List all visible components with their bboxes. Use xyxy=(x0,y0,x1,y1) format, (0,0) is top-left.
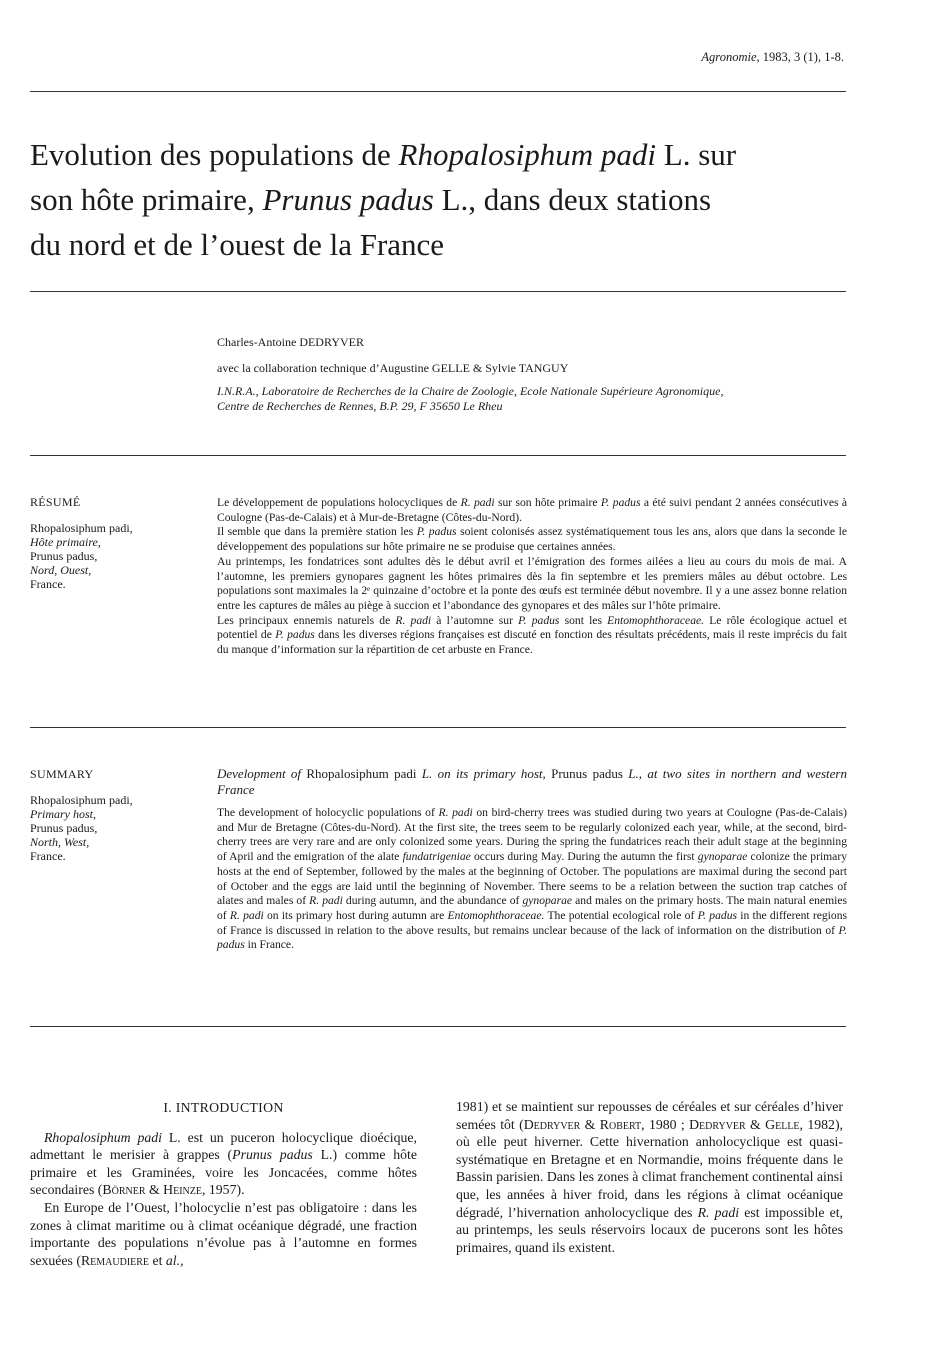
intro-left-column xyxy=(30,1099,417,1269)
keyword: Rhopalosiphum padi, xyxy=(30,521,133,535)
journal-name: Agronomie, xyxy=(701,50,760,64)
intro-right-column xyxy=(456,1098,843,1256)
collaborators: avec la collaboration technique d’Augustine GELLE & Sylvie TANGUY xyxy=(217,361,569,375)
article-title xyxy=(30,132,860,267)
keyword: Prunus padus, xyxy=(30,549,98,563)
author-name: Charles-Antoine DEDRYVER xyxy=(217,335,364,349)
title-text: du nord et de l’ouest de la France xyxy=(30,227,445,262)
keyword: Prunus padus, xyxy=(30,821,98,835)
affiliation-line: I.N.R.A., Laboratoire de Recherches de la Chaire de Zoologie, Ecole Nationale Supérieure Agronomique, xyxy=(217,384,724,398)
resume-keywords xyxy=(30,495,200,591)
affiliation xyxy=(217,384,847,414)
resume-heading: RÉSUMÉ xyxy=(30,495,81,509)
paragraph: 1981) et se maintient sur repousses de céréales et sur céréales d’hiver semées tôt (Dedryver & Robert, 1980 ; Dedryver & Gelle, 1982), où elle peut hiverner. Cette hivernation anholocyclique est quasi-systématique en Bretagne et en Normandie, moins fréquente dans le Bassin parisien. Dans les zones à climat franchement continental ainsi que, les années à hiver froid, dans les régions à climat océanique dégradé, l’hivernation anholocyclique des R. padi est impossible et, au printemps, les seuls réservoirs locaux de pucerons sont les hôtes primaires, quand ils existent. xyxy=(456,1099,844,1255)
english-title: Development of Rhopalosiphum padi L. on its primary host, Prunus padus L., at two sites in northern and western France xyxy=(217,766,847,797)
section-heading: I. INTRODUCTION xyxy=(163,1100,284,1115)
divider xyxy=(30,727,846,728)
paragraph: Le développement de populations holocycliques de R. padi sur son hôte primaire P. padus a été suivi pendant 2 années consécutives à Coulogne (Pas-de-Calais) et à Mur-de-Bretagne (Côtes-du-Nord). xyxy=(217,496,848,524)
keyword: France. xyxy=(30,849,66,863)
keyword: North, West, xyxy=(30,835,90,849)
title-text: son hôte primaire, xyxy=(30,182,263,217)
summary-heading: SUMMARY xyxy=(30,767,94,781)
paragraph: Au printemps, les fondatrices sont adultes dès le début avril et l’émigration des formes ailées a lieu au cours du mois de mai. A l’automne, les premiers gynopares gagnent les hôtes primaires dès la fin septembre et les premiers mâles au début octobre. Les populations sont maximales la 2ᵉ quinzaine d’octobre et la ponte des œufs est terminée début novembre. Il y a une assez bonne relation entre les captures de mâles au piège à succion et l’abondance des gynopares et des mâles sur l’hôte primaire. xyxy=(217,554,847,612)
title-text: Evolution des populations de xyxy=(30,137,399,172)
divider xyxy=(30,455,846,456)
paragraph: Rhopalosiphum padi L. est un puceron holocyclique dioécique, admettant le merisier à grappes (Prunus padus L.) comme hôte primaire et les Graminées, voire les Joncacées, comme hôtes secondaires (Börner & Heinze, 1957). xyxy=(30,1129,417,1198)
keyword: Rhopalosiphum padi, xyxy=(30,793,133,807)
paragraph: En Europe de l’Ouest, l’holocyclie n’est pas obligatoire : dans les zones à climat maritime ou à climat océanique dégradé, une fraction importante des populations n’évolue pas à l’automne en formes sexuées (Remaudiere et al., xyxy=(30,1199,417,1268)
journal-citation xyxy=(701,50,844,65)
keyword: Primary host, xyxy=(30,807,96,821)
keyword: Nord, Ouest, xyxy=(30,563,92,577)
resume-text xyxy=(217,496,847,658)
title-text: L., dans deux stations xyxy=(433,182,712,217)
title-text: L. sur xyxy=(656,137,737,172)
affiliation-line: Centre de Recherches de Rennes, B.P. 29, F 35650 Le Rheu xyxy=(217,399,503,413)
title-species: Rhopalosiphum padi xyxy=(398,137,657,172)
keyword: Hôte primaire, xyxy=(30,535,101,549)
summary-keywords xyxy=(30,767,200,863)
paragraph: Les principaux ennemis naturels de R. padi à l’automne sur P. padus sont les Entomophthoraceae. Le rôle écologique actuel et potentiel de P. padus dans les diverses régions françaises est discuté en fonction des résultats précédents, mais il reste imprécis du fait du manque d’information sur la répartition de cet arbuste en France. xyxy=(217,613,847,657)
divider xyxy=(30,1026,846,1027)
divider xyxy=(30,91,846,92)
paragraph: Il semble que dans la première station les P. padus soient colonisés assez systématiquement tous les ans, alors que dans la seconde le développement des populations sur hôte primaire ne se produise que certaines années. xyxy=(217,525,847,554)
citation: 1983, 3 (1), 1-8. xyxy=(762,50,844,64)
keyword: France. xyxy=(30,577,66,591)
divider xyxy=(30,291,846,292)
summary-text xyxy=(217,766,847,953)
paragraph: The development of holocyclic populations of R. padi on bird-cherry trees was studied during two years at Coulogne (Pas-de-Calais) and Mur de Bretagne (Côtes-du-Nord). At the first site, the trees seem to be regularly colonized each year, while, at the second, bird-cherry trees are very rare and are only colonized some years. During the spring the fundatrices reach their adult stage at the beginning of April and the emigration of the alate fundatrigeniae occurs during May. During the autumn the first gynoparae colonize the primary hosts at the end of September, followed by the males at the beginning of October. The populations are maximal during the second part of October and the eggs are laid until the beginning of November. There seems to be a relation between the suction trap catches of alates and males of R. padi during autumn, and the abundance of gynoparae and males on the primary hosts. The main natural enemies of R. padi on its primary host during autumn are Entomophthoraceae. The potential ecological role of P. padus in the different regions of France is discussed in relation to the above results, but remains unclear because of the lack of information on the distribution of P. padus in France. xyxy=(217,806,848,952)
title-species: Prunus padus xyxy=(262,182,434,217)
